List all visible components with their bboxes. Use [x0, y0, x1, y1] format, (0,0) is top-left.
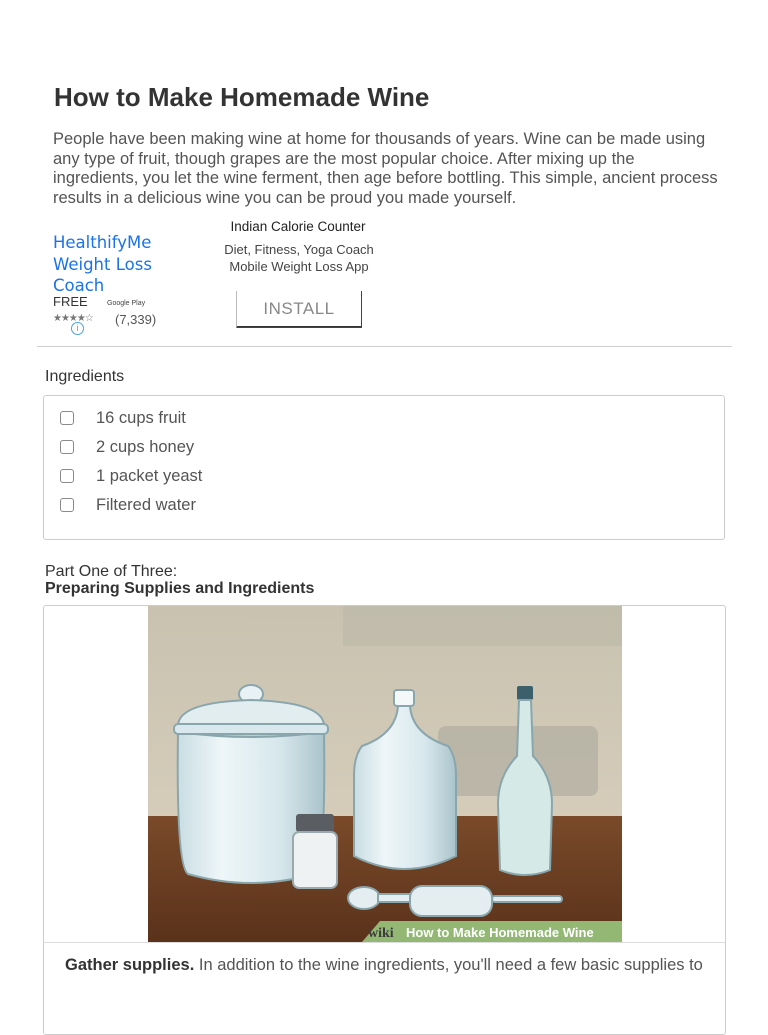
install-button[interactable]: INSTALL — [236, 291, 362, 328]
ingredients-checklist — [43, 395, 725, 540]
ingredient-item[interactable] — [60, 437, 194, 457]
ingredients-heading: Ingredients — [45, 368, 125, 385]
step-card — [43, 605, 726, 1035]
wikihow-caption — [362, 921, 622, 942]
step-text — [65, 954, 715, 976]
ad-rating-stars: ★★★★☆ — [53, 313, 93, 324]
caption-wiki: wiki — [368, 926, 394, 941]
ingredient-checkbox[interactable] — [60, 498, 74, 512]
ingredient-item[interactable] — [60, 466, 202, 486]
part-title: Preparing Supplies and Ingredients — [45, 580, 315, 597]
ingredient-checkbox[interactable] — [60, 411, 74, 425]
step-body-text: In addition to the wine ingredients, you'll need a few basic supplies to — [194, 956, 703, 974]
ingredient-item[interactable] — [60, 495, 196, 515]
info-icon[interactable]: i — [71, 322, 84, 335]
ingredient-item[interactable] — [60, 408, 186, 428]
ad-store-label: Google Play — [107, 300, 146, 307]
ad-rating-count: (7,339) — [115, 312, 157, 327]
ingredient-checkbox[interactable] — [60, 440, 74, 454]
app-install-ad[interactable] — [53, 218, 383, 336]
window-blur — [343, 606, 622, 646]
ingredient-label: 1 packet yeast — [96, 466, 203, 485]
ad-headline: Indian Calorie Counter — [230, 219, 366, 234]
supplies-illustration[interactable] — [148, 606, 622, 942]
caption-title: How to Make Homemade Wine — [406, 925, 594, 940]
ingredient-checkbox[interactable] — [60, 469, 74, 483]
article-title: How to Make Homemade Wine — [54, 82, 430, 112]
ingredient-label: 16 cups fruit — [96, 408, 186, 427]
step-bold-text: Gather supplies. — [65, 956, 195, 974]
ad-price: FREE — [53, 294, 88, 309]
ingredient-label: 2 cups honey — [96, 437, 195, 456]
yeast-jar — [293, 814, 337, 888]
ad-description: Diet, Fitness, Yoga Coach Mobile Weight Loss App — [224, 242, 374, 274]
ad-app-name-link[interactable]: HealthifyMe Weight Loss Coach — [53, 233, 152, 295]
section-divider — [37, 346, 732, 347]
ingredient-label: Filtered water — [96, 495, 196, 514]
image-divider — [44, 942, 725, 943]
part-label: Part One of Three: — [45, 563, 178, 580]
article-intro: People have been making wine at home for thousands of years. Wine can be made using any type of fruit, though grapes are the most popular choice. After mixing up the ingredients, you let the wine ferment, then age before bottling. This simple, ancient process results in a delicious wine you can be proud you made yourself. — [53, 130, 718, 207]
